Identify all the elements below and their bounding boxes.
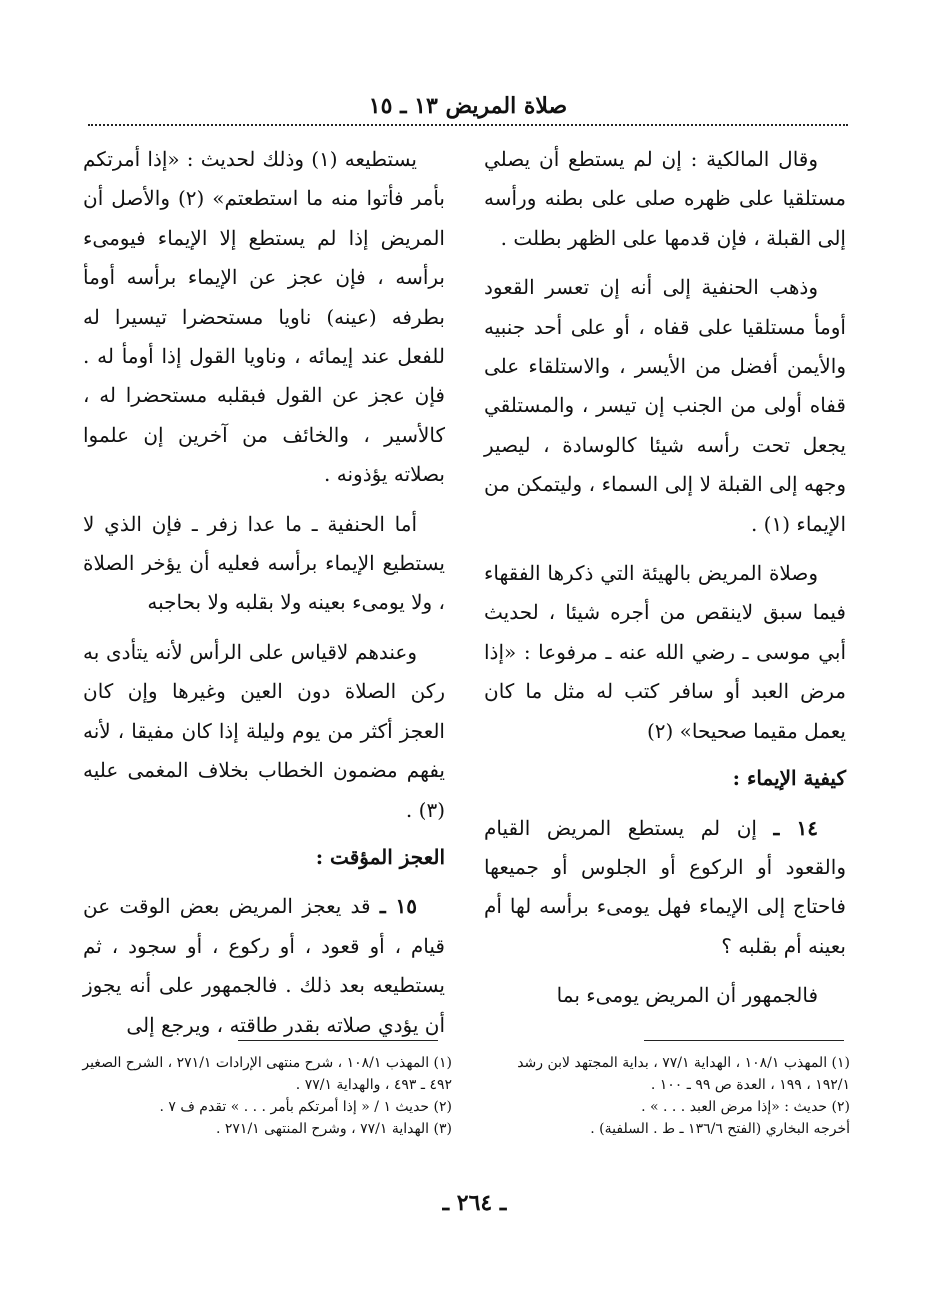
page-number: ـ ٢٦٤ ـ	[442, 1190, 507, 1216]
section-heading: العجز المؤقت :	[315, 844, 445, 869]
paragraph-number: ١٤ ـ	[773, 815, 819, 840]
paragraph: وذهب الحنفية إلى أنه إن تعسر القعود أومأ مستلقيا على قفاه ، أو على أحد جنبيه والأيمن أفضل من الأيسر ، والاستلقاء على قفاه أولى من الجنب إن تيسر ، والمستلقي يجعل تحت رأسه شيئا كالوسادة ، ليصير وجهه إلى القبلة لا إلى السماء ، وليتمكن من الإيماء (١) .	[484, 275, 846, 536]
paragraph-text: قد يعجز المريض بعض الوقت عن قيام ، أو قعود ، أو ركوع ، أو سجود ، ثم يستطيعه بعد ذلك . فالجمهور على أنه يجوز أن يؤدي صلاته بقدر طاقته ، ويرجع إلى	[83, 894, 445, 1037]
paragraph-text: إن لم يستطع المريض القيام والقعود أو الركوع أو الجلوس أو جميعها فاحتاج إلى الإيماء فهل يومىء برأسه لها أم بعينه أم بقلبه ؟	[484, 815, 846, 958]
paragraph: وعندهم لاقياس على الرأس لأنه يتأدى به ركن الصلاة دون العين وغيرها وإن كان العجز أكثر من يوم وليلة إذا كان مفيقا ، لأنه يفهم مضمون الخطاب بخلاف المغمى عليه (٣) .	[83, 639, 445, 822]
left-column	[83, 140, 445, 1045]
paragraph: يستطيعه (١) وذلك لحديث : «إذا أمرتكم بأمر فأتوا منه ما استطعتم» (٢) والأصل أن المريض إذا لم يستطع إلا الإيماء فيومىء برأسه ، فإن عجز عن الإيماء برأسه أومأ بطرفه (عينه) ناويا مستحضرا تيسيرا له للفعل عند إيمائه ، وناويا القول إذا أومأ له . فإن عجز عن القول فبقلبه مستحضرا له ، كالأسير ، والخائف من آخرين إن علموا بصلاته يؤذونه .	[83, 147, 446, 487]
footnote: أخرجه البخاري (الفتح ١٣٦/٦ ـ ط . السلفية) .	[590, 1121, 850, 1137]
section-heading: كيفية الإيماء :	[732, 766, 846, 791]
footnote: (١) المهذب ١٠٨/١ ، شرح منتهى الإرادات ٢٧١/١ ، الشرح الصغير ٤٩٢ ـ ٤٩٣ ، والهداية ٧٧/١ .	[82, 1055, 452, 1093]
footnotes-right	[480, 1052, 850, 1140]
header-dotted-rule	[88, 124, 848, 126]
numbered-paragraph	[83, 887, 445, 1045]
footnote: (١) المهذب ١٠٨/١ ، الهداية ٧٧/١ ، بداية المجتهد لابن رشد ١٩٢/١ ، ١٩٩ ، العدة ص ٩٩ ـ ١٠٠ .	[517, 1055, 850, 1093]
paragraph: أما الحنفية ـ ما عدا زفر ـ فإن الذي لا يستطيع الإيماء برأسه فعليه أن يؤخر الصلاة ، ولا يومىء بعينه ولا بقلبه ولا بحاجبه	[83, 511, 445, 615]
running-title: صلاة المريض ١٣ ـ ١٥	[368, 93, 568, 119]
footnote-rule	[238, 1040, 438, 1041]
footnote-rule	[644, 1040, 844, 1041]
numbered-paragraph	[484, 809, 846, 967]
paragraph: فالجمهور أن المريض يومىء بما	[556, 983, 818, 1008]
footnote: (٢) حديث : «إذا مرض العبد . . . » .	[641, 1099, 850, 1115]
right-column	[484, 140, 846, 1016]
paragraph: وصلاة المريض بالهيئة التي ذكرها الفقهاء فيما سبق لاينقص من أجره شيئا ، لحديث أبي موسى ـ رضي الله عنه ـ مرفوعا : «إذا مرض العبد أو سافر كتب له مثل ما كان يعمل مقيما صحيحا» (٢)	[484, 561, 846, 743]
paragraph-number: ١٥ ـ	[379, 894, 417, 919]
footnote: (٢) حديث ١ / « إذا أمرتكم بأمر . . . » تقدم ف ٧ .	[159, 1099, 452, 1115]
footnote: (٣) الهداية ٧٧/١ ، وشرح المنتهى ٢٧١/١ .	[215, 1121, 452, 1137]
paragraph: وقال المالكية : إن لم يستطع أن يصلي مستلقيا على ظهره صلى على بطنه ورأسه إلى القبلة ، فإن قدمها على الظهر بطلت .	[484, 147, 846, 250]
footnotes-left	[82, 1052, 452, 1140]
